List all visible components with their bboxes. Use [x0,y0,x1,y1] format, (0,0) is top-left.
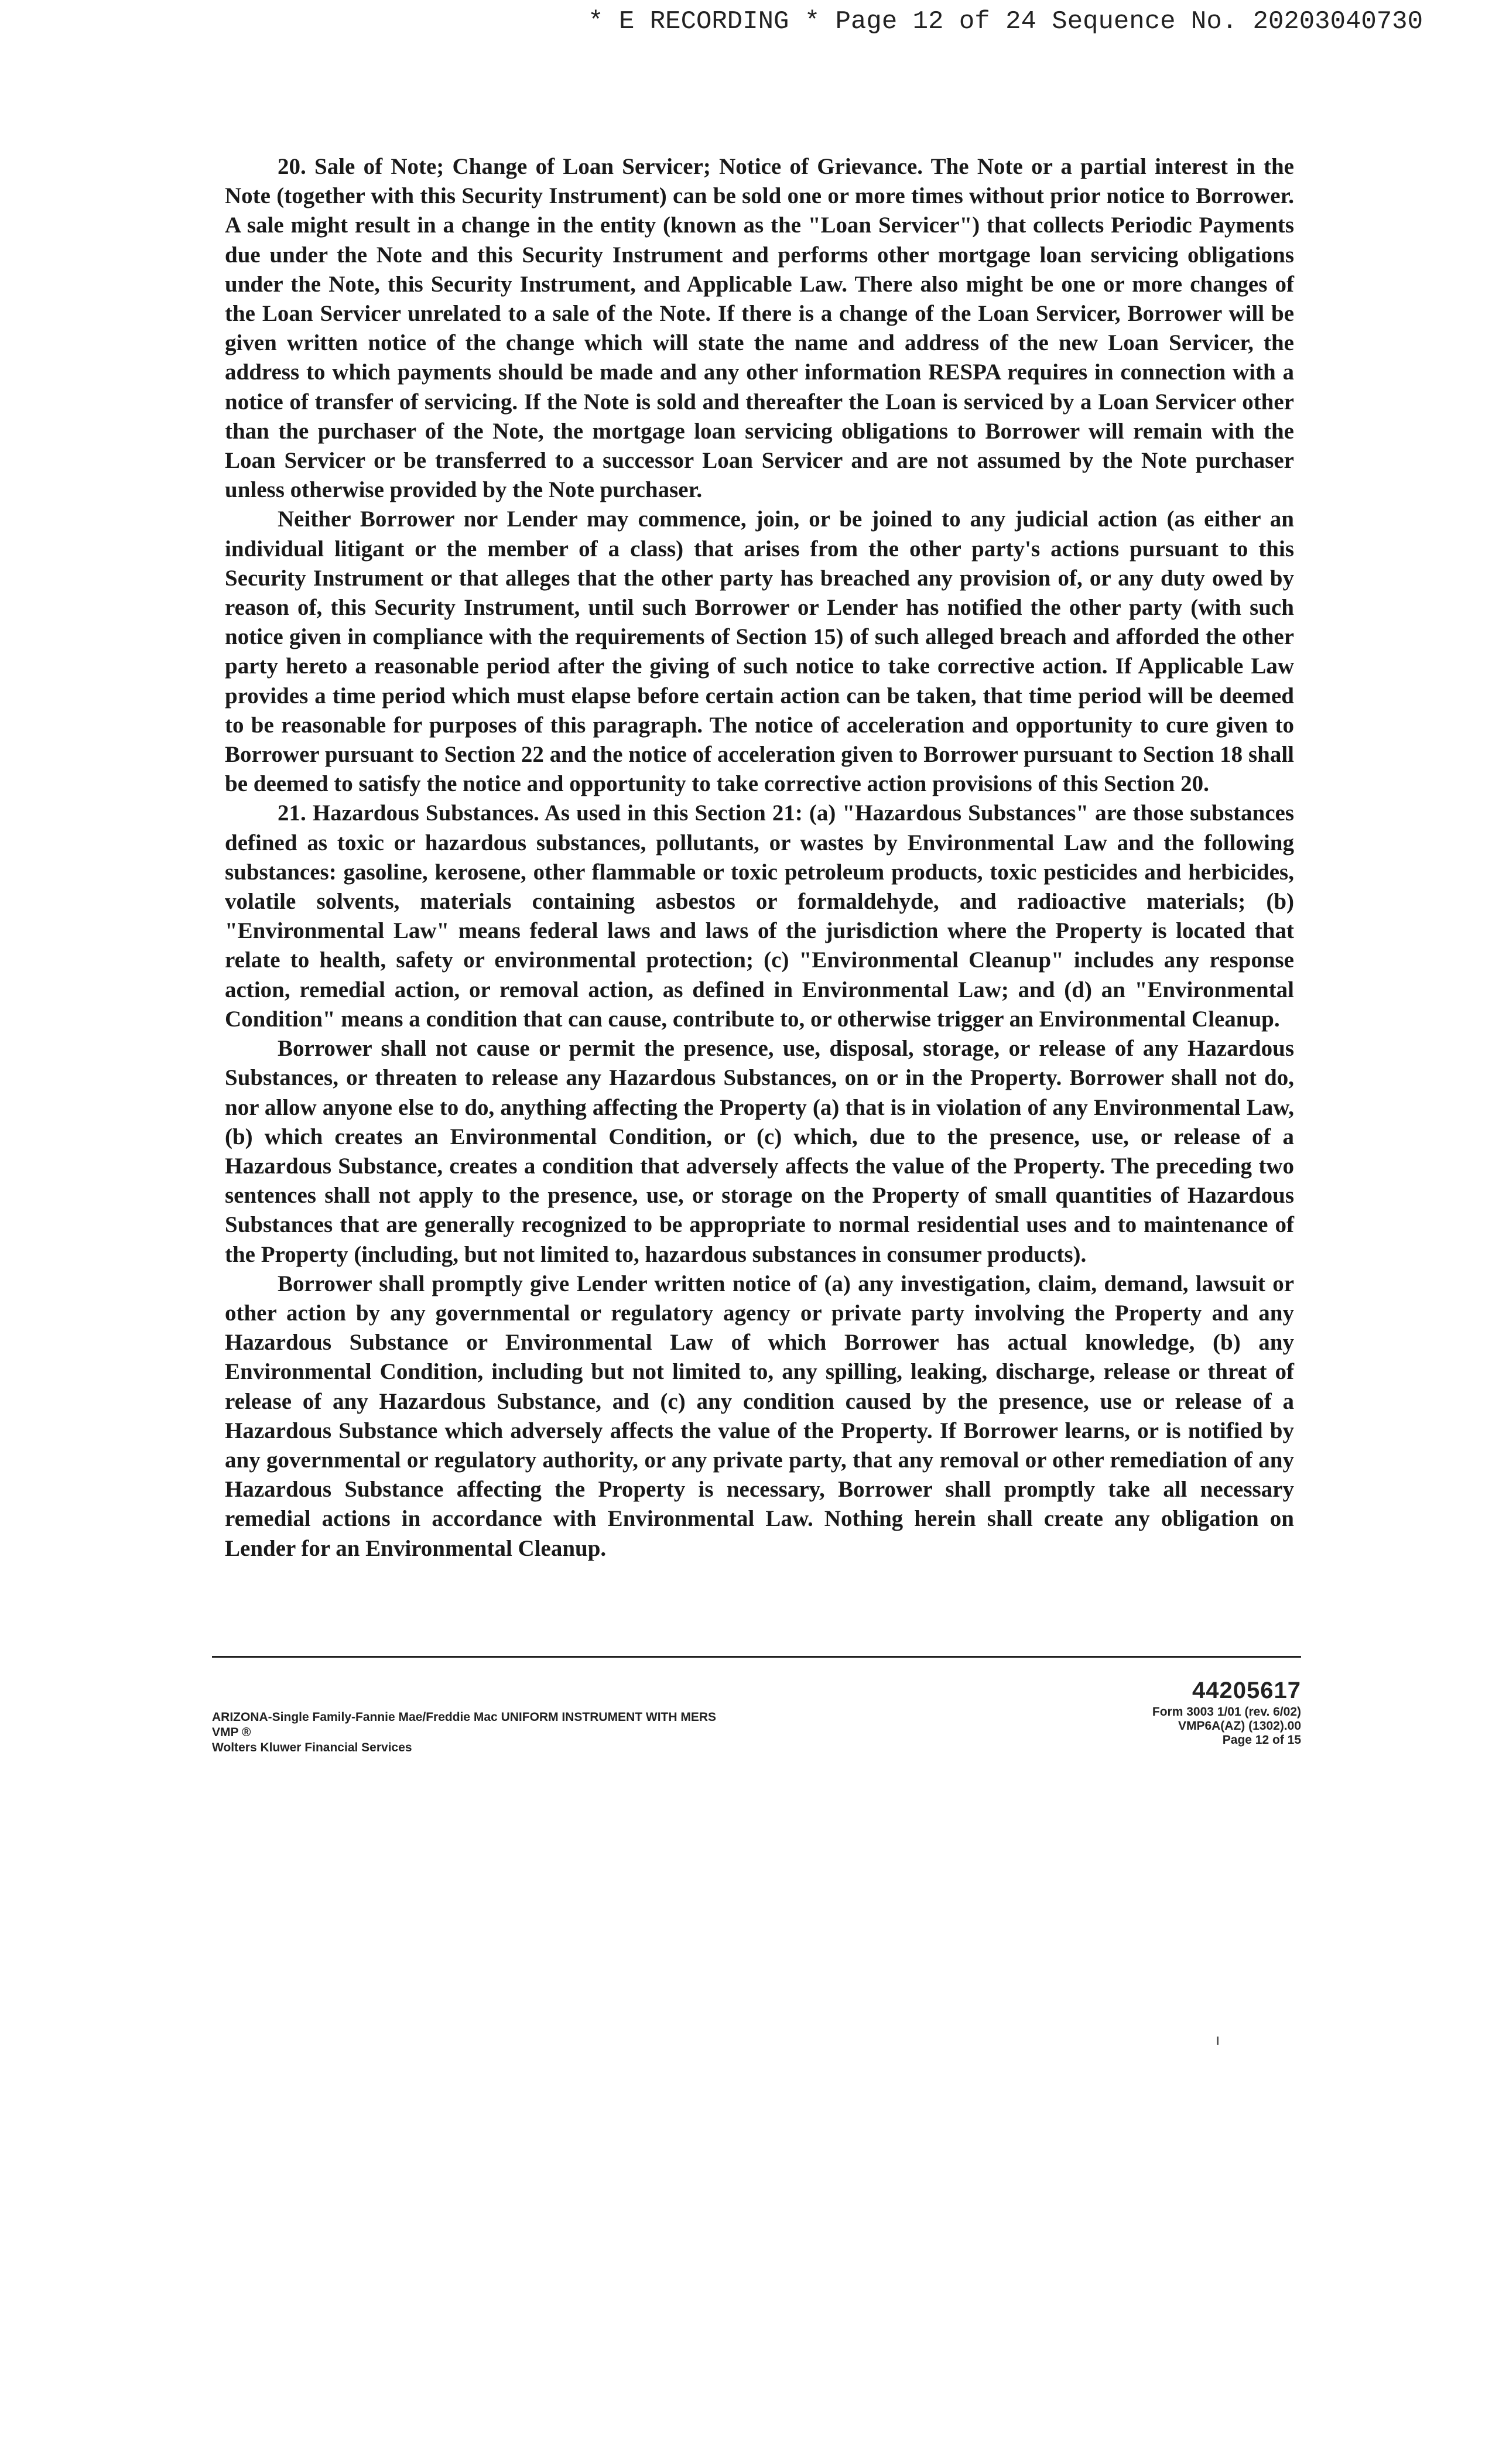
loan-number: 44205617 [1192,1678,1301,1703]
footer-form-reference [1152,1676,1301,1747]
document-body [225,152,1294,1563]
paragraph-section-21: 21. Hazardous Substances. As used in this Section 21: (a) "Hazardous Substances" are those substances defined as toxic or hazardous substances, pollutants, or wastes by Environmental Law and the following substances: gasoline, kerosene, other flammable or toxic petroleum products, toxic pesticides and herbicides, volatile solvents, materials containing asbestos or formaldehyde, and radioactive materials; (b) "Environmental Law" means federal laws and laws of the jurisdiction where the Property is located that relate to health, safety or environmental protection; (c) "Environmental Cleanup" includes any response action, remedial action, or removal action, as defined in Environmental Law; and (d) an "Environmental Condition" means a condition that can cause, contribute to, or otherwise trigger an Environmental Cleanup. [225,800,1294,1032]
scan-speck [1217,2037,1219,2045]
footer-divider [212,1656,1301,1658]
paragraph-section-20: 20. Sale of Note; Change of Loan Servicer; Notice of Grievance. The Note or a partial interest in the Note (together with this Security Instrument) can be sold one or more times without prior notice to Borrower. A sale might result in a change in the entity (known as the "Loan Servicer") that collects Periodic Payments due under the Note and this Security Instrument and performs other mortgage loan servicing obligations under the Note, this Security Instrument, and Applicable Law. There also might be one or more changes of the Loan Servicer unrelated to a sale of the Note. If there is a change of the Loan Servicer, Borrower will be given written notice of the change which will state the name and address of the new Loan Servicer, the address to which payments should be made and any other information RESPA requires in connection with a notice of transfer of servicing. If the Note is sold and thereafter the Loan is serviced by a Loan Servicer other than the purchaser of the Note, the mortgage loan servicing obligations to Borrower will remain with the Loan Servicer or be transferred to a successor Loan Servicer and are not assumed by the Note purchaser unless otherwise provided by the Note purchaser. [225,154,1294,503]
page-number: Page 12 of 15 [1222,1733,1301,1747]
footer-form-info [212,1710,716,1755]
publisher: Wolters Kluwer Financial Services [212,1741,412,1754]
form-title: ARIZONA-Single Family-Fannie Mae/Freddie Mac UNIFORM INSTRUMENT WITH MERS [212,1710,717,1724]
form-number: Form 3003 1/01 (rev. 6/02) [1152,1705,1301,1719]
paragraph-section-21-restrictions: Borrower shall not cause or permit the presence, use, disposal, storage, or release of any Hazardous Substances, or threaten to release any Hazardous Substances, on or in the Property. Borrower shall not do, nor allow anyone else to do, anything affecting the Property (a) that is in violation of any Environmental Law, (b) which creates an Environmental Condition, or (c) which, due to the presence, use, or release of a Hazardous Substance, creates a condition that adversely affects the value of the Property. The preceding two sentences shall not apply to the presence, use, or storage on the Property of small quantities of Hazardous Substances that are generally recognized to be appropriate to normal residential uses and to maintenance of the Property (including, but not limited to, hazardous substances in consumer products). [225,1036,1294,1267]
vmp-mark: VMP ® [212,1726,251,1739]
form-code: VMP6A(AZ) (1302).00 [1178,1719,1301,1733]
paragraph-section-21-notice: Borrower shall promptly give Lender written notice of (a) any investigation, claim, demand, lawsuit or other action by any governmental or regulatory agency or private party involving the Property and any Hazardous Substance or Environmental Law of which Borrower has actual knowledge, (b) any Environmental Condition, including but not limited to, any spilling, leaking, discharge, release or threat of release of any Hazardous Substance, and (c) any condition caused by the presence, use or release of a Hazardous Substance which adversely affects the value of the Property. If Borrower learns, or is notified by any governmental or regulatory authority, or any private party, that any removal or other remediation of any Hazardous Substance affecting the Property is necessary, Borrower shall promptly take all necessary remedial actions in accordance with Environmental Law. Nothing herein shall create any obligation on Lender for an Environmental Cleanup. [225,1271,1294,1561]
recording-stamp: * E RECORDING * Page 12 of 24 Sequence No. 20203040730 [588,7,1423,36]
paragraph-section-20-grievance: Neither Borrower nor Lender may commence, join, or be joined to any judicial action (as either an individual litigant or the member of a class) that arises from the other party's actions pursuant to this Security Instrument or that alleges that the other party has breached any provision of, or any duty owed by reason of, this Security Instrument, until such Borrower or Lender has notified the other party (with such notice given in compliance with the requirements of Section 15) of such alleged breach and afforded the other party hereto a reasonable period after the giving of such notice to take corrective action. If Applicable Law provides a time period which must elapse before certain action can be taken, that time period will be deemed to be reasonable for purposes of this paragraph. The notice of acceleration and opportunity to cure given to Borrower pursuant to Section 22 and the notice of acceleration given to Borrower pursuant to Section 18 shall be deemed to satisfy the notice and opportunity to take corrective action provisions of this Section 20. [225,507,1294,797]
